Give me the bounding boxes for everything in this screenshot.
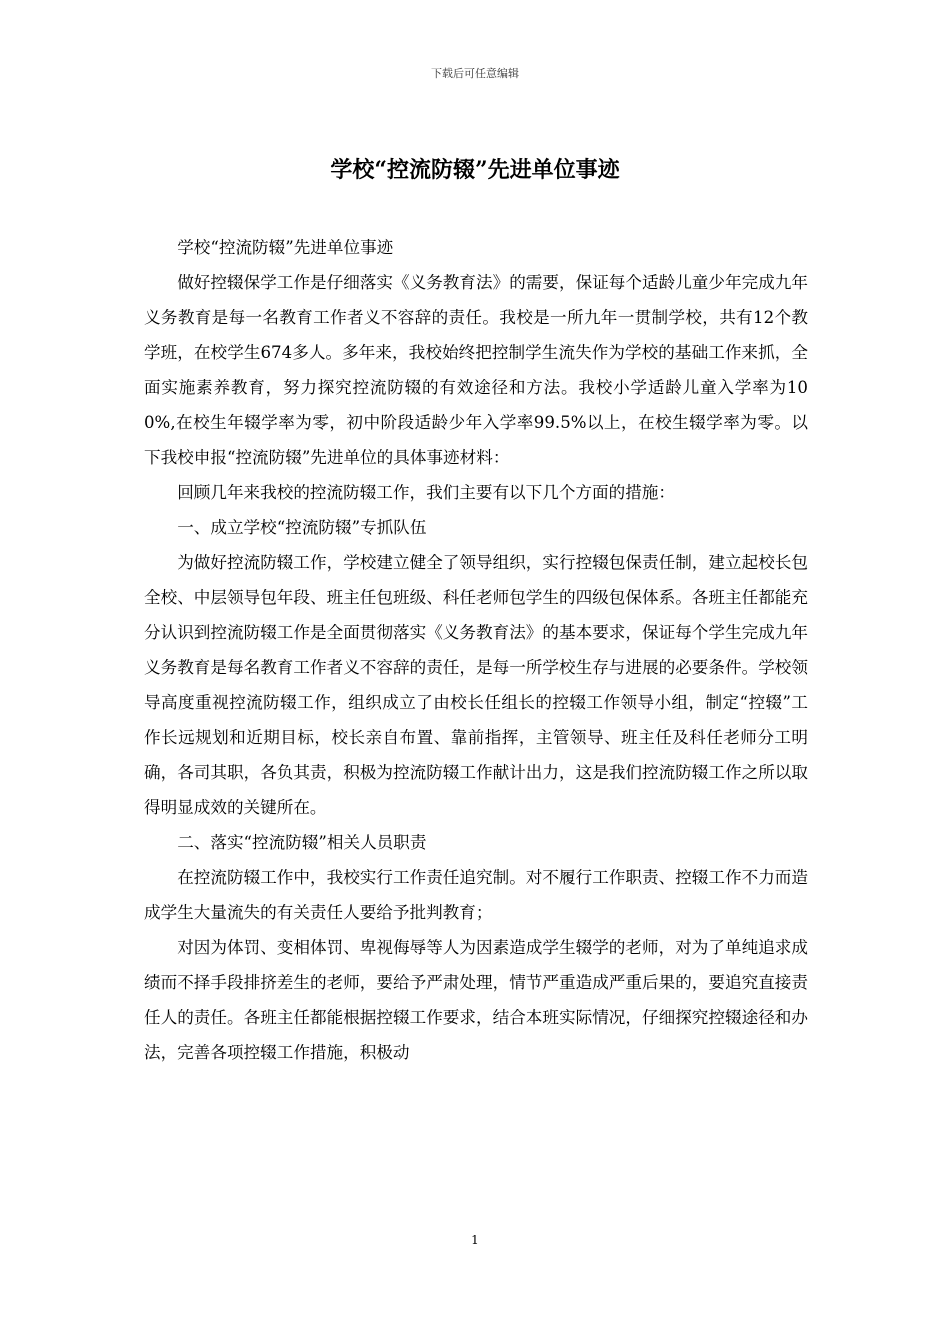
- body-paragraph: 对因为体罚、变相体罚、卑视侮辱等人为因素造成学生辍学的老师，对为了单纯追求成绩而不择手段排挤差生的老师，要给予严肃处理，情节严重造成严重后果的，要追究直接责任人的责任。各班主任都能根据控辍工作要求，结合本班实际情况，仔细探究控辍途径和办法，完善各项控辍工作措施，积极动: [144, 938, 808, 1062]
- section-heading: 一、成立学校“控流防辍”专抓队伍: [177, 518, 427, 537]
- body-paragraph: 在控流防辍工作中，我校实行工作责任追究制。对不履行工作职责、控辍工作不力而造成学生大量流失的有关责任人要给予批判教育；: [144, 868, 808, 922]
- header-note: 下载后可任意编辑: [431, 67, 519, 80]
- document-body: [144, 230, 808, 1070]
- page-number: 1: [471, 1233, 479, 1247]
- section-heading: 二、落实“控流防辍”相关人员职责: [177, 833, 427, 852]
- subtitle-paragraph: 学校“控流防辍”先进单位事迹: [177, 238, 394, 257]
- body-paragraph: 做好控辍保学工作是仔细落实《义务教育法》的需要，保证每个适龄儿童少年完成九年义务教育是每一名教育工作者义不容辞的责任。我校是一所九年一贯制学校，共有12个教学班，在校学生674多人。多年来，我校始终把控制学生流失作为学校的基础工作来抓，全面实施素养教育，努力探究控流防辍的有效途径和方法。我校小学适龄儿童入学率为100%,在校生年辍学率为零，初中阶段适龄少年入学率99.5%以上，在校生辍学率为零。以下我校申报“控流防辍”先进单位的具体事迹材料：: [144, 273, 808, 467]
- body-paragraph: 回顾几年来我校的控流防辍工作，我们主要有以下几个方面的措施：: [177, 483, 675, 502]
- body-paragraph: 为做好控流防辍工作，学校建立健全了领导组织，实行控辍包保责任制，建立起校长包全校、中层领导包年段、班主任包班级、科任老师包学生的四级包保体系。各班主任都能充分认识到控流防辍工作是全面贯彻落实《义务教育法》的基本要求，保证每个学生完成九年义务教育是每名教育工作者义不容辞的责任，是每一所学校生存与进展的必要条件。学校领导高度重视控流防辍工作，组织成立了由校长任组长的控辍工作领导小组，制定“控辍”工作长远规划和近期目标，校长亲自布置、靠前指挥，主管领导、班主任及科任老师分工明确，各司其职，各负其责，积极为控流防辍工作献计出力，这是我们控流防辍工作之所以取得明显成效的关键所在。: [144, 553, 808, 817]
- document-title: 学校“控流防辍”先进单位事迹: [330, 157, 620, 183]
